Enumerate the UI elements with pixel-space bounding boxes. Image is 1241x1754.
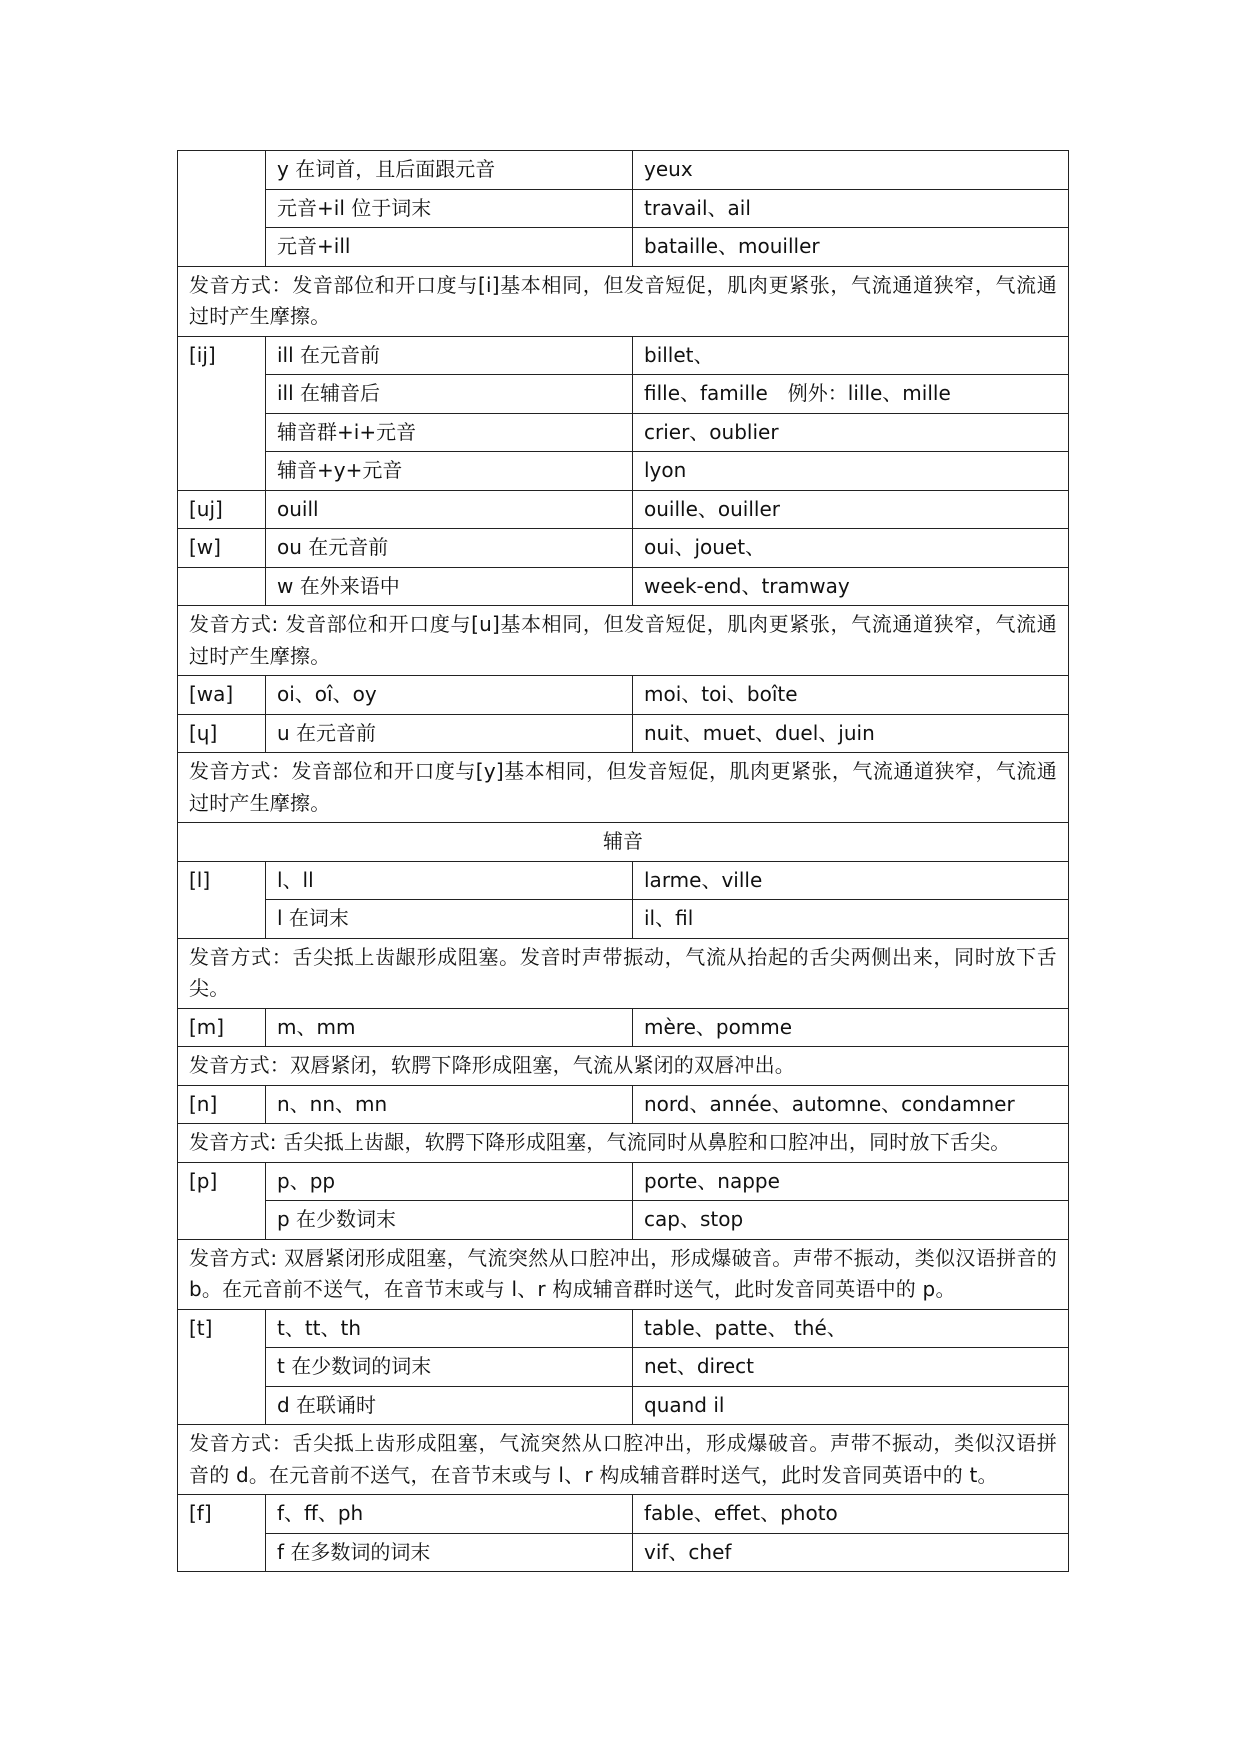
example-words-cell: nuit、muet、duel、juin [633,714,1069,753]
spelling-rule-cell: 辅音+y+元音 [266,452,633,491]
spelling-rule-cell: p 在少数词末 [266,1201,633,1240]
example-words-cell: bataille、mouiller [633,228,1069,267]
spelling-rule-cell: n、nn、mn [266,1085,633,1124]
example-words-cell: fille、famille 例外：lille、mille [633,375,1069,414]
example-words-cell: cap、stop [633,1201,1069,1240]
phoneme-symbol-cell: [p] [178,1162,266,1239]
spelling-rule-cell: t 在少数词的词末 [266,1348,633,1387]
spelling-rule-cell: p、pp [266,1162,633,1201]
example-words-cell: quand il [633,1386,1069,1425]
table-row [178,151,1069,190]
phoneme-symbol-cell: [f] [178,1495,266,1572]
example-words-cell: travail、ail [633,189,1069,228]
spelling-rule-cell: f 在多数词的词末 [266,1533,633,1572]
table-row [178,490,1069,529]
spelling-rule-cell: ou 在元音前 [266,529,633,568]
table-row [178,1008,1069,1047]
phoneme-symbol-cell [178,151,266,267]
pronunciation-note: 发音方式：舌尖抵上齿龈形成阻塞。发音时声带振动，气流从抬起的舌尖两侧出来，同时放下舌尖。 [178,938,1069,1008]
table-row [178,1348,1069,1387]
section-header: 辅音 [178,823,1069,862]
example-words-cell: yeux [633,151,1069,190]
table-row [178,452,1069,491]
spelling-rule-cell: ill 在辅音后 [266,375,633,414]
phoneme-symbol-cell: [ij] [178,336,266,490]
phoneme-symbol-cell: [ɥ] [178,714,266,753]
table-row [178,529,1069,568]
pronunciation-note-row [178,606,1069,676]
table-row [178,676,1069,715]
phoneme-symbol-cell: [w] [178,529,266,568]
example-words-cell: lyon [633,452,1069,491]
spelling-rule-cell: l 在词末 [266,900,633,939]
example-words-cell: il、fil [633,900,1069,939]
spelling-rule-cell: m、mm [266,1008,633,1047]
example-words-cell: ouille、ouiller [633,490,1069,529]
spelling-rule-cell: t、tt、th [266,1309,633,1348]
table-body [178,151,1069,1572]
spelling-rule-cell: ouill [266,490,633,529]
pronunciation-note-row [178,1425,1069,1495]
pronunciation-note: 发音方式：发音部位和开口度与[i]基本相同，但发音短促，肌肉更紧张，气流通道狭窄，气流通过时产生摩擦。 [178,266,1069,336]
phoneme-symbol-cell [178,567,266,606]
table-row [178,714,1069,753]
spelling-rule-cell: f、ff、ph [266,1495,633,1534]
spelling-rule-cell: l、ll [266,861,633,900]
pronunciation-note-row [178,938,1069,1008]
spelling-rule-cell: u 在元音前 [266,714,633,753]
example-words-cell: fable、effet、photo [633,1495,1069,1534]
example-words-cell: week-end、tramway [633,567,1069,606]
pronunciation-note: 发音方式: 舌尖抵上齿龈，软腭下降形成阻塞，气流同时从鼻腔和口腔冲出，同时放下舌尖。 [178,1124,1069,1163]
pronunciation-note: 发音方式：舌尖抵上齿形成阻塞，气流突然从口腔冲出，形成爆破音。声带不振动，类似汉语拼音的 d。在元音前不送气，在音节末或与 l、r 构成辅音群时送气，此时发音同英语中的 t。 [178,1425,1069,1495]
spelling-rule-cell: w 在外来语中 [266,567,633,606]
pronunciation-note-row [178,1047,1069,1086]
table-row [178,189,1069,228]
example-words-cell: moi、toi、boîte [633,676,1069,715]
example-words-cell: billet、 [633,336,1069,375]
table-row [178,336,1069,375]
spelling-rule-cell: y 在词首，且后面跟元音 [266,151,633,190]
example-words-cell: nord、année、automne、condamner [633,1085,1069,1124]
section-header-row [178,823,1069,862]
example-words-cell: porte、nappe [633,1162,1069,1201]
example-words-cell: oui、jouet、 [633,529,1069,568]
phoneme-symbol-cell: [uj] [178,490,266,529]
table-row [178,1533,1069,1572]
phoneme-symbol-cell: [t] [178,1309,266,1425]
spelling-rule-cell: ill 在元音前 [266,336,633,375]
table-row [178,861,1069,900]
table-row [178,567,1069,606]
phoneme-symbol-cell: [m] [178,1008,266,1047]
table-row [178,1309,1069,1348]
table-row [178,375,1069,414]
example-words-cell: mère、pomme [633,1008,1069,1047]
example-words-cell: vif、chef [633,1533,1069,1572]
table-row [178,900,1069,939]
pronunciation-note: 发音方式：双唇紧闭，软腭下降形成阻塞，气流从紧闭的双唇冲出。 [178,1047,1069,1086]
spelling-rule-cell: 元音+ill [266,228,633,267]
pronunciation-note: 发音方式：发音部位和开口度与[y]基本相同，但发音短促，肌肉更紧张，气流通道狭窄，气流通过时产生摩擦。 [178,753,1069,823]
table-row [178,1386,1069,1425]
table-row [178,413,1069,452]
pronunciation-note-row [178,753,1069,823]
example-words-cell: table、patte、 thé、 [633,1309,1069,1348]
phonetics-table [177,150,1069,1572]
phoneme-symbol-cell: [n] [178,1085,266,1124]
example-words-cell: larme、ville [633,861,1069,900]
pronunciation-note: 发音方式: 发音部位和开口度与[u]基本相同，但发音短促，肌肉更紧张，气流通道狭窄，气流通过时产生摩擦。 [178,606,1069,676]
spelling-rule-cell: oi、oî、oy [266,676,633,715]
table-row [178,1085,1069,1124]
spelling-rule-cell: d 在联诵时 [266,1386,633,1425]
example-words-cell: crier、oublier [633,413,1069,452]
table-row [178,1201,1069,1240]
table-row [178,1495,1069,1534]
table-row [178,228,1069,267]
example-words-cell: net、direct [633,1348,1069,1387]
phoneme-symbol-cell: [l] [178,861,266,938]
spelling-rule-cell: 元音+il 位于词末 [266,189,633,228]
table-row [178,1162,1069,1201]
spelling-rule-cell: 辅音群+i+元音 [266,413,633,452]
pronunciation-note-row [178,266,1069,336]
pronunciation-note-row [178,1124,1069,1163]
pronunciation-note-row [178,1239,1069,1309]
pronunciation-note: 发音方式: 双唇紧闭形成阻塞，气流突然从口腔冲出，形成爆破音。声带不振动，类似汉语拼音的 b。在元音前不送气，在音节末或与 l、r 构成辅音群时送气，此时发音同英语中的 p。 [178,1239,1069,1309]
phoneme-symbol-cell: [wa] [178,676,266,715]
